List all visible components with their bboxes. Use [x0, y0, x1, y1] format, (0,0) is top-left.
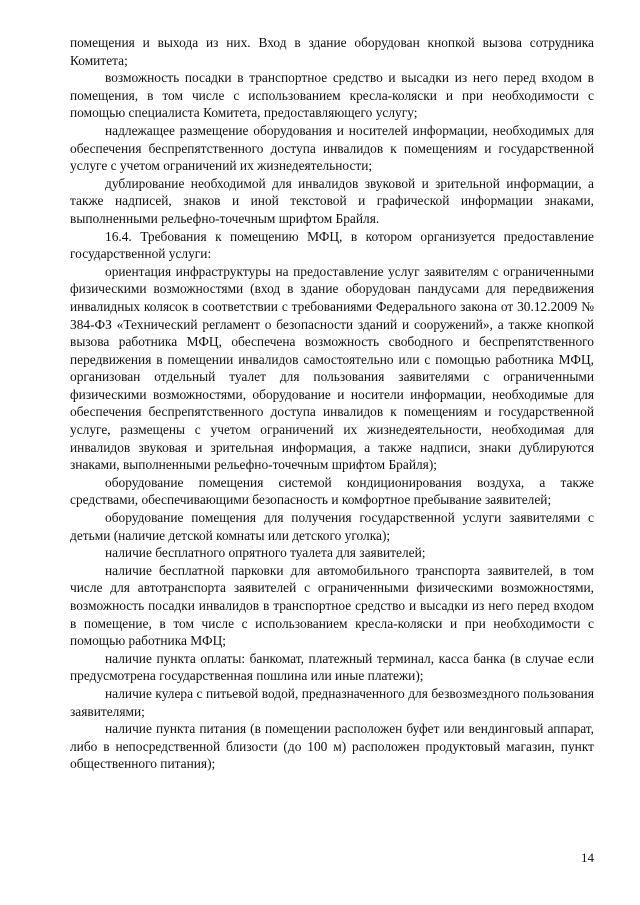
document-body: [70, 34, 594, 773]
paragraph-11: наличие пункта оплаты: банкомат, платежный терминал, касса банка (в случае если предусмотрена государственная пошлина или иные платежи);: [70, 650, 594, 684]
paragraph-1: помещения и выхода из них. Вход в здание оборудован кнопкой вызова сотрудника Комитета;: [70, 35, 594, 68]
page-number: 14: [581, 850, 594, 865]
paragraph-6: ориентация инфраструктуры на предоставление услуг заявителям с ограниченными физическими возможностями (вход в здание оборудован пандусами для передвижения инвалидных колясок в соответствии с требованиями Федерального закона от 30.12.2009 № 384-ФЗ «Технический регламент о безопасности зданий и сооружений», а также кнопкой вызова работника МФЦ, обеспечена возможность свободного и беспрепятственного передвижения в помещении инвалидов самостоятельно или с помощью работника МФЦ, организован отдельный туалет для пользования заявителями с ограниченными физическими возможностями, оборудование и носители информации, необходимые для обеспечения беспрепятственного доступа инвалидов к помещениям и государственной услуге, размещены с учетом ограничений их жизнедеятельности, необходимая для инвалидов звуковая и зрительная информация, а также надписи, знаки дублируются знаками, выполненными рельефно-точечным шрифтом Брайля);: [70, 263, 594, 473]
paragraph-8: оборудование помещения для получения государственной услуги заявителями с детьми (наличие детской комнаты или детского уголка);: [70, 510, 594, 543]
paragraph-2: возможность посадки в транспортное средство и высадки из него перед входом в помещения, в том числе с использованием кресла-коляски и при необходимости с помощью специалиста Комитета, предоставляющего услугу;: [70, 70, 594, 121]
paragraph-12: наличие кулера с питьевой водой, предназначенного для безвозмездного пользования заявителями;: [70, 685, 594, 719]
paragraph-10: наличие бесплатной парковки для автомобильного транспорта заявителей, в том числе для автотранспорта заявителей с ограниченными физическими возможностями, возможность посадки инвалидов в транспортное средство и высадки из него перед входом в помещение, в том числе с использованием кресла-коляски и при необходимости с помощью работника МФЦ;: [70, 562, 594, 649]
paragraph-5-section-16-4: 16.4. Требования к помещению МФЦ, в котором организуется предоставление государственной услуги:: [70, 228, 594, 262]
paragraph-3: надлежащее размещение оборудования и носителей информации, необходимых для обеспечения беспрепятственного доступа инвалидов к помещениям и государственной услуге с учетом ограничений их жизнедеятельности;: [70, 122, 594, 174]
paragraph-9: наличие бесплатного опрятного туалета для заявителей;: [105, 545, 426, 561]
paragraph-13: наличие пункта питания (в помещении расположен буфет или вендинговый аппарат, либо в непосредственной близости (до 100 м) расположен продуктовый магазин, пункт общественного питания);: [70, 721, 594, 772]
paragraph-7: оборудование помещения системой кондиционирования воздуха, а также средствами, обеспечивающими безопасность и комфортное пребывание заявителей;: [70, 474, 594, 508]
paragraph-4: дублирование необходимой для инвалидов звуковой и зрительной информации, а также надписей, знаков и иной текстовой и графической информации знаками, выполненными рельефно-точечным шрифтом Брайля.: [70, 175, 594, 226]
